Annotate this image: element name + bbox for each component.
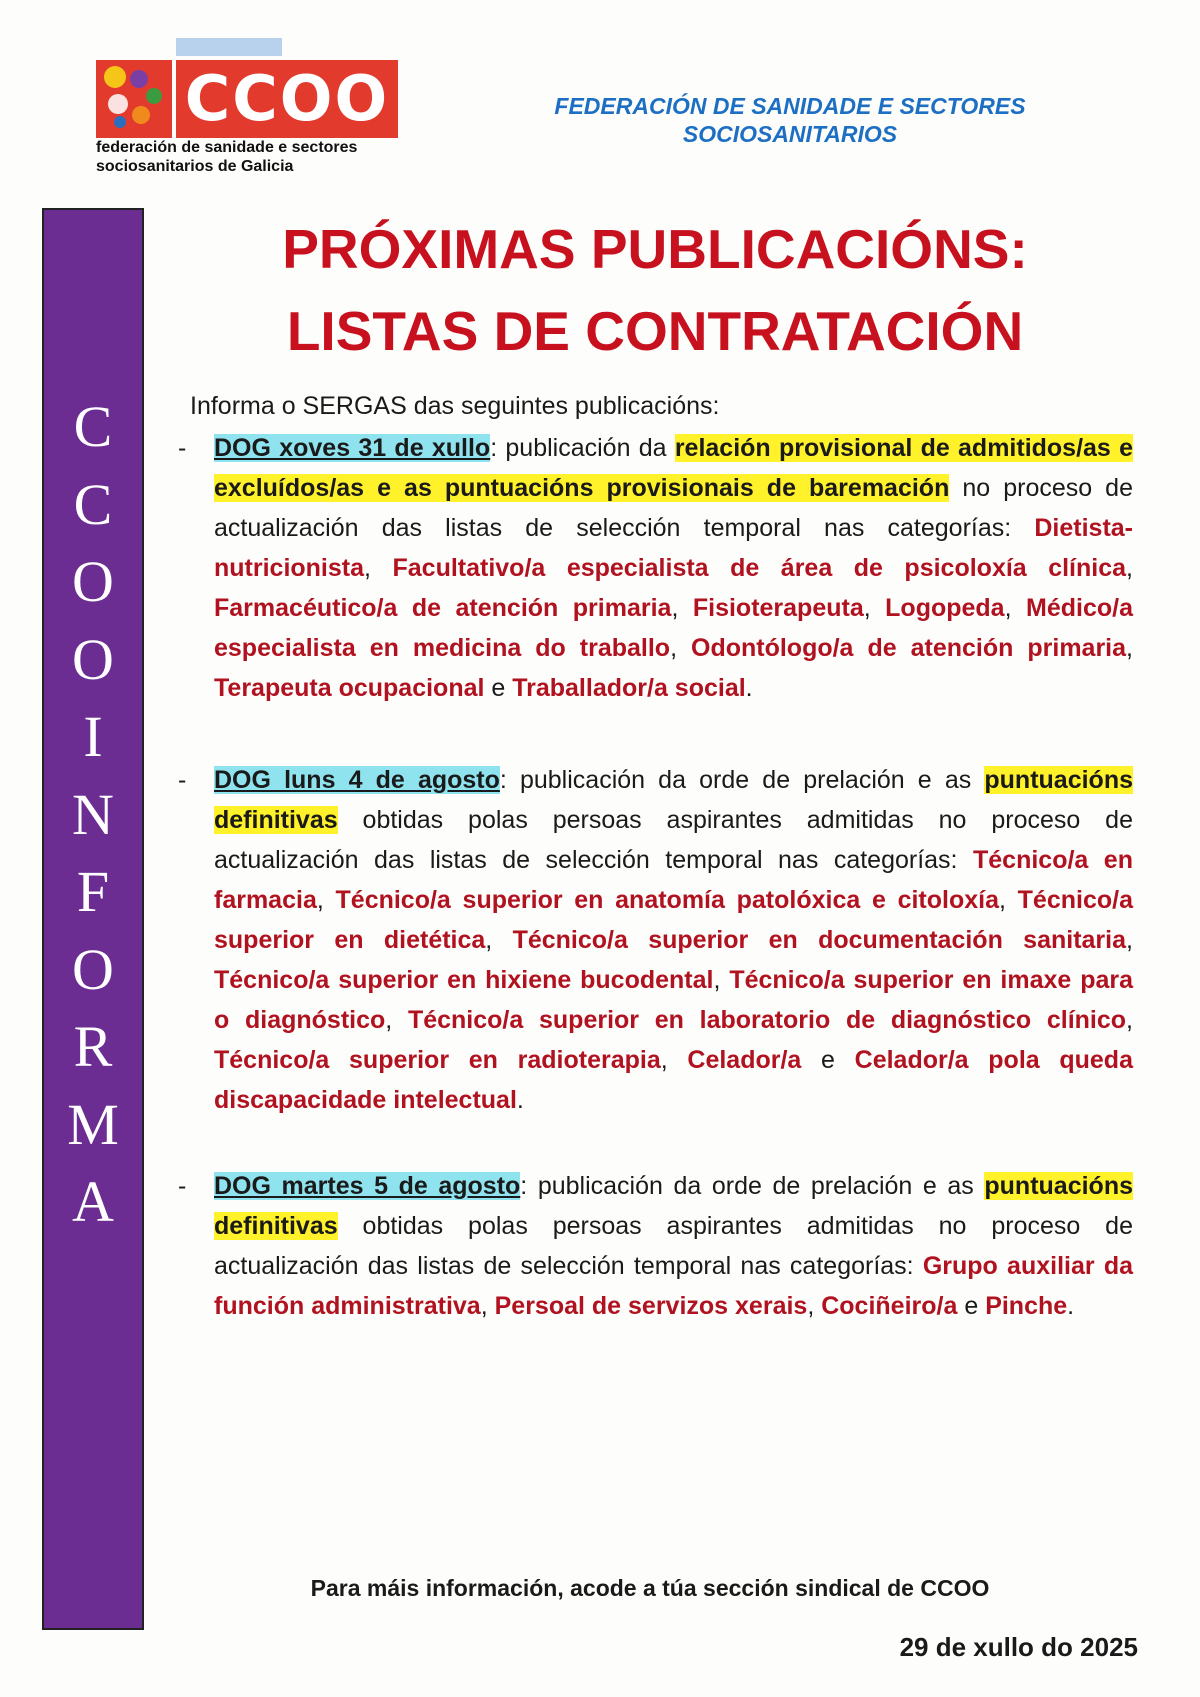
- logo-subtitle-line1: federación de sanidade e sectores: [96, 139, 358, 156]
- body-text: .: [1067, 1292, 1075, 1320]
- page-headline: [190, 208, 1120, 372]
- category-name: Técnico/a superior en radioterapia: [214, 1046, 661, 1074]
- body-text: obtidas polas persoas aspirantes admitidas no proceso de actualización das listas de selección temporal nas categorías:: [214, 806, 1133, 874]
- category-name: Terapeuta ocupacional: [214, 674, 485, 702]
- sidebar-letter: C: [73, 394, 113, 459]
- sidebar-letter: M: [67, 1091, 119, 1157]
- highlighted-text: relación provisional de admitidos/as e excluídos/as e as puntuacións provisionais de baremación: [214, 434, 1134, 502]
- body-text: ,: [1126, 1006, 1133, 1034]
- body-text: : publicación da: [490, 434, 675, 462]
- body-text: ,: [660, 1046, 688, 1074]
- body-text: e: [484, 674, 513, 702]
- sidebar-letter: R: [73, 1014, 113, 1079]
- category-name: Pinche: [985, 1292, 1068, 1320]
- ccoo-logo: [176, 60, 398, 138]
- federation-title: [500, 92, 1080, 148]
- publication-date: DOG luns 4 de agosto: [214, 766, 500, 794]
- headline-line2: LISTAS DE CONTRATACIÓN: [286, 300, 1024, 362]
- category-name: Técnico/a superior en hixiene bucodental: [214, 966, 714, 994]
- category-name: Persoal de servizos xerais: [494, 1292, 808, 1320]
- body-text: ,: [316, 886, 336, 914]
- publication-body: [214, 760, 1133, 1120]
- category-name: Traballador/a social: [512, 674, 746, 702]
- headline-line1: PRÓXIMAS PUBLICACIÓNS:: [282, 218, 1028, 280]
- publication-item: [178, 760, 1133, 1120]
- body-text: ,: [1126, 634, 1133, 662]
- publication-body: [214, 428, 1133, 708]
- category-name: Celador/a: [687, 1046, 802, 1074]
- body-text: ,: [1126, 926, 1133, 954]
- category-name: Logopeda: [885, 594, 1005, 622]
- body-text: .: [516, 1086, 524, 1114]
- sidebar-letter: N: [72, 781, 114, 847]
- category-name: Técnico/a en farmacia: [214, 846, 1133, 914]
- body-text: ,: [863, 594, 886, 622]
- category-name: Grupo auxiliar da función administrativa: [214, 1252, 1133, 1320]
- sidebar-letter: I: [83, 704, 103, 769]
- body-text: : publicación da orde de prelación e as: [520, 1172, 985, 1200]
- flower-logo-icon: [96, 60, 172, 138]
- body-text: obtidas polas persoas aspirantes admitidas no proceso de actualización das listas de selección temporal nas categorías:: [214, 1212, 1133, 1280]
- category-name: Farmacéutico/a de atención primaria: [214, 594, 672, 622]
- sidebar-letter: F: [76, 859, 110, 924]
- federation-title-line1: FEDERACIÓN DE SANIDADE E SECTORES: [554, 93, 1026, 119]
- bullet-dash: -: [178, 1172, 187, 1200]
- publication-item: [178, 1166, 1133, 1326]
- federation-title-line2: SOCIOSANITARIOS: [682, 121, 898, 147]
- sidebar-letter: O: [72, 549, 114, 614]
- category-name: Facultativo/a especialista de área de psicoloxía clínica: [392, 554, 1127, 582]
- body-text: ,: [670, 634, 691, 662]
- category-name: Odontólogo/a de atención primaria: [691, 634, 1127, 662]
- logo-subtitle-line2: sociosanitarios de Galicia: [96, 158, 294, 175]
- body-text: ,: [713, 966, 730, 994]
- sidebar-letter: O: [72, 626, 114, 692]
- body-text: ,: [807, 1292, 822, 1320]
- category-name: Técnico/a superior en laboratorio de diagnóstico clínico: [407, 1006, 1127, 1034]
- logo-accent-bar: [176, 38, 282, 56]
- sidebar-letter: A: [72, 1169, 114, 1234]
- publication-date: DOG xoves 31 de xullo: [214, 434, 491, 462]
- category-name: Cociñeiro/a: [821, 1292, 958, 1320]
- publication-body: [214, 1166, 1133, 1326]
- category-name: Técnico/a superior en dietética: [214, 886, 1133, 954]
- body-text: ,: [364, 554, 393, 582]
- publication-date: DOG martes 5 de agosto: [214, 1172, 521, 1200]
- body-text: e: [957, 1292, 986, 1320]
- body-text: ,: [485, 926, 513, 954]
- body-text: ,: [1126, 554, 1133, 582]
- document-date: 29 de xullo do 2025: [899, 1632, 1138, 1662]
- body-text: e: [801, 1046, 855, 1074]
- sidebar-letter: O: [72, 936, 114, 1002]
- body-text: ,: [671, 594, 693, 622]
- category-name: Celador/a pola queda discapacidade intelectual: [214, 1046, 1133, 1114]
- body-text: no proceso de actualización das listas de selección temporal nas categorías:: [214, 474, 1133, 542]
- footer-note: Para máis información, acode a túa sección sindical de CCOO: [310, 1575, 990, 1601]
- sidebar-letter: C: [73, 471, 113, 537]
- bullet-dash: -: [178, 434, 187, 462]
- category-name: Técnico/a superior en imaxe para o diagnóstico: [214, 966, 1133, 1034]
- logo-subtitle: [96, 138, 357, 176]
- category-name: Dietista-nutricionista: [214, 514, 1133, 582]
- category-name: Fisioterapeuta: [692, 594, 864, 622]
- body-text: ,: [1004, 594, 1027, 622]
- body-text: ,: [480, 1292, 495, 1320]
- ccoo-logo-text: CCOO: [184, 62, 390, 135]
- body-text: ,: [385, 1006, 408, 1034]
- body-text: ,: [999, 886, 1018, 914]
- category-name: Médico/a especialista en medicina do traballo: [214, 594, 1133, 662]
- highlighted-text: puntuacións definitivas: [214, 1172, 1133, 1240]
- publication-item: [178, 428, 1133, 708]
- highlighted-text: puntuacións definitivas: [214, 766, 1133, 834]
- body-text: : publicación da orde de prelación e as: [499, 766, 985, 794]
- category-name: Técnico/a superior en documentación sanitaria: [512, 926, 1127, 954]
- bullet-dash: -: [178, 766, 187, 794]
- body-text: .: [745, 674, 753, 702]
- category-name: Técnico/a superior en anatomía patolóxica e citoloxía: [335, 886, 999, 914]
- intro-text: Informa o SERGAS das seguintes publicacións:: [190, 392, 720, 420]
- ccoo-informa-sidebar: [42, 208, 144, 1630]
